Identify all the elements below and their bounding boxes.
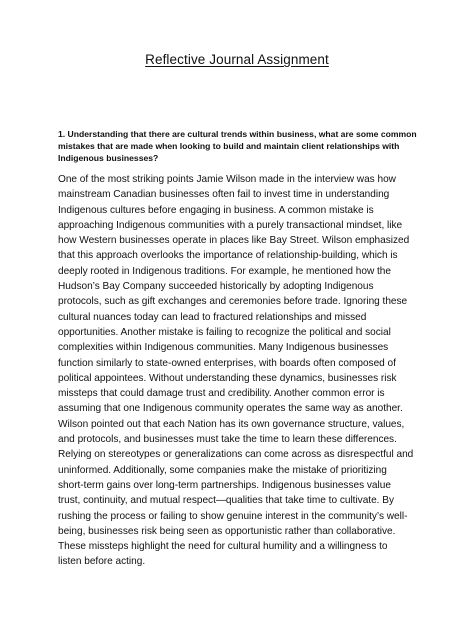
answer-line: Indigenous cultures before engaging in business. A common mistake is [58,204,374,216]
answer-line: mainstream Canadian businesses often fail to invest time in understanding [58,189,390,201]
answer-line: how Western businesses operate in places like Bay Street. Wilson emphasized [58,235,410,247]
answer-line: missteps that could damage trust and credibility. Another common error is [58,388,385,400]
answer-paragraph [58,172,426,570]
answer-line: opportunities. Another mistake is failing to recognize the political and social [58,326,391,338]
answer-line: that this approach overlooks the importance of relationship-building, which is [58,250,398,262]
answer-line: deeply rooted in Indigenous traditions. For example, he mentioned how the [58,265,391,277]
answer-line: short-term gains over long-term partnerships. Indigenous businesses value [58,479,391,491]
answer-line: assuming that one Indigenous community operates the same way as another. [58,403,403,415]
answer-line: being, businesses risk being seen as opportunistic rather than collaborative. [58,525,396,537]
answer-line: rushing the process or failing to show genuine interest in the community’s well- [58,510,408,522]
answer-line: complexities within Indigenous communities. Many Indigenous businesses [58,342,389,354]
answer-line: approaching Indigenous communities with a purely transactional mindset, like [58,219,403,231]
answer-line: political appointees. Without understanding these dynamics, businesses risk [58,372,397,384]
answer-line: One of the most striking points Jamie Wilson made in the interview was how [58,174,396,185]
answer-line: listen before acting. [58,556,146,568]
answer-line: protocols, such as gift exchanges and ceremonies before trade. Ignoring these [58,296,408,308]
document-title: Reflective Journal Assignment [145,52,329,67]
answer-line: uninformed. Additionally, some companies make the mistake of prioritizing [58,464,387,476]
answer-line: trust, continuity, and mutual respect—qualities that take time to cultivate. By [58,495,394,507]
answer-line: function similarly to state-owned enterprises, with boards often composed of [58,357,396,369]
answer-line: Hudson’s Bay Company succeeded historically by adopting Indigenous [58,281,374,293]
answer-line: cultural nuances today can lead to fractured relationships and missed [58,311,367,323]
question-text: 1. Understanding that there are cultural trends within business, what are some common mistakes that are made when looking to build and maintain client relationships with Indigenous businesses? [58,129,417,163]
answer-line: Relying on stereotypes or generalizations can come across as disrespectful and [58,449,414,461]
answer-line: These missteps highlight the need for cultural humility and a willingness to [58,541,388,553]
answer-line: Wilson pointed out that each Nation has its own governance structure, values, [58,418,405,430]
answer-line: and protocols, and businesses must take the time to learn these differences. [58,434,397,446]
